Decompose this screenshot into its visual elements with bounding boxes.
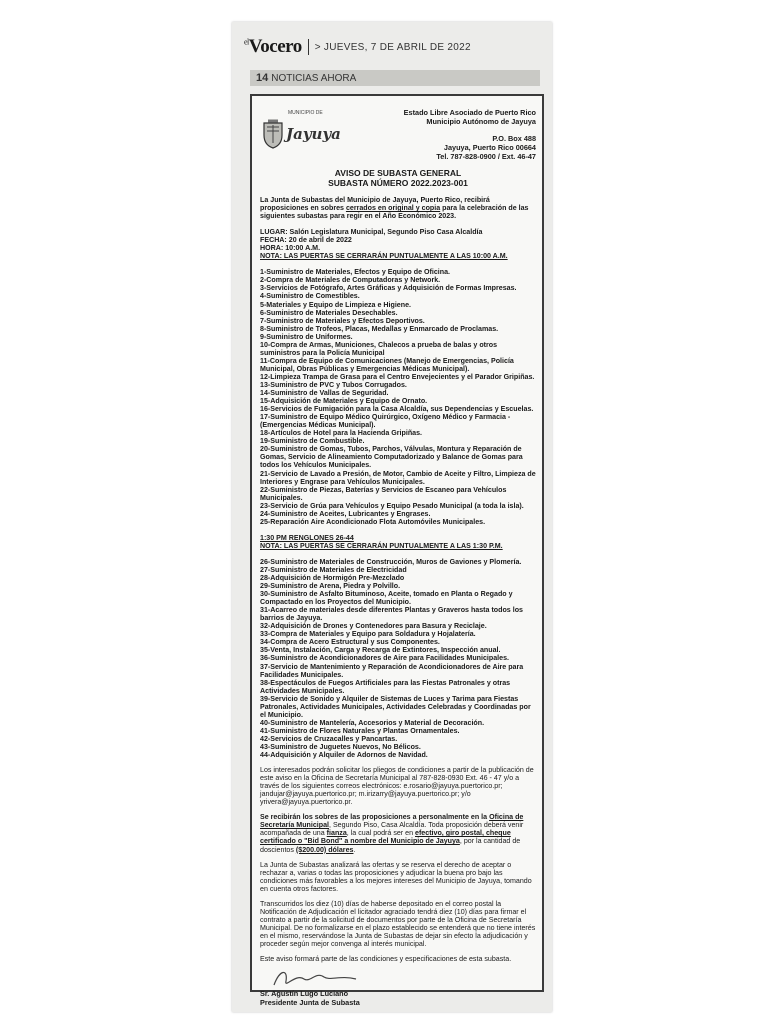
auction-item: 37-Servicio de Mantenimiento y Reparación de Acondicionadores de Aire para Facilidades Municipales. <box>260 662 524 679</box>
evaluation-paragraph: La Junta de Subastas analizará las ofertas y se reserva el derecho de aceptar o rechazar a, varias o todas las proposiciones y adjudicar la buena pro bajo las condiciones más favorables a los mejores intereses del Municipio de Jayuya, tomando en cuenta otros factores. <box>260 860 532 893</box>
auction-item: 13-Suministro de PVC y Tubos Corrugados. <box>260 380 407 389</box>
signature-image <box>270 967 360 991</box>
auction-item: 44-Adquisición y Alquiler de Adornos de Navidad. <box>260 751 428 760</box>
auction-item: 39-Servicio de Sonido y Alquiler de Sistemas de Luces y Tarima para Fiestas Patronales, Actividades Municipales, Actividades Celebradas y Coordinadas por el Municipio. <box>260 694 531 719</box>
auction-item: 29-Suministro de Arena, Piedra y Polvillo. <box>260 582 401 591</box>
auction-item: 3-Servicios de Fotógrafo, Artes Gráficas y Adquisición de Formas Impresas. <box>260 284 517 293</box>
auction-item: 38-Espectáculos de Fuegos Artificiales para las Fiestas Patronales y otras Actividades Municipales. <box>260 678 511 695</box>
auction-notice <box>260 104 536 1013</box>
auction-item: 18-Artículos de Hotel para la Hacienda Gripiñas. <box>260 429 423 438</box>
conditions-text <box>260 766 536 963</box>
schedule-details <box>260 228 536 260</box>
auction-item: 10-Compra de Armas, Municiones, Chalecos a prueba de balas y otros suministros para la Policía Municipal <box>260 340 498 357</box>
section-header <box>250 70 540 86</box>
date-line: FECHA: 20 de abril de 2022 <box>260 236 352 245</box>
municipal-seal <box>262 108 340 160</box>
auction-item: 2-Compra de Materiales de Computadoras y Network. <box>260 276 441 285</box>
auction-item: 36-Suministro de Acondicionadores de Aire para Facilidades Municipales. <box>260 654 510 663</box>
seal-caption: MUNICIPIO DE <box>288 110 323 116</box>
auction-item: 30-Suministro de Asfalto Bituminoso, Aceite, tomado en Planta o Regado y Compactado en los Proyectos del Municipio. <box>260 590 513 607</box>
newspaper-logo: $^{el}$Vocero <box>244 36 302 57</box>
item-list-morning <box>260 268 536 526</box>
auction-item: 22-Suministro de Piezas, Baterías y Servicios de Escaneo para Vehículos Municipales. <box>260 485 507 502</box>
auction-item: 26-Suministro de Materiales de Construcción, Muros de Gaviones y Plomería. <box>260 557 522 566</box>
time-line: HORA: 10:00 A.M. <box>260 244 321 253</box>
contract-paragraph: Transcurridos los diez (10) días de haberse depositado en el correo postal la Notificación de Adjudicación el licitador agraciado tendrá diez (10) días para firmar el contrato a partir de la solicitud de documentos por parte de la Oficina de Secretaría Municipal. De no formalizarse en el plazo establecido se entenderá que no tiene interés en el mismo, reservándose la Junta de Subastas de dejar sin efecto la adjudicación y proceder según mejor convenga al interés municipal. <box>260 899 536 948</box>
auction-item: 21-Servicio de Lavado a Presión, de Motor, Cambio de Aceite y Filtro, Limpieza de Interiores y Engrase para Vehículos Municipales. <box>260 469 536 486</box>
auction-item: 25-Reparación Aire Acondicionado Flota Automóviles Municipales. <box>260 517 486 526</box>
item-list-afternoon <box>260 558 536 759</box>
door-note-morning: NOTA: LAS PUERTAS SE CERRARÁN PUNTUALMENTE A LAS 10:00 A.M. <box>260 252 508 261</box>
newspaper-masthead <box>244 36 544 58</box>
auction-item: 6-Suministro de Materiales Desechables. <box>260 308 398 317</box>
section-name: NOTICIAS AHORA <box>271 72 357 84</box>
auction-item: 20-Suministro de Gomas, Tubos, Parchos, Válvulas, Montura y Reparación de Gomas, Servicio de Alineamiento Computadorizado y Balance de Gomas para todos los Vehículos Municipales. <box>260 445 523 470</box>
postal-address: P.O. Box 488 Jayuya, Puerto Rico 00664 Tel. 787-828-0900 / Ext. 46-47 <box>436 134 536 161</box>
auction-item: 7-Suministro de Materiales y Efectos Deportivos. <box>260 316 425 325</box>
auction-item: 35-Venta, Instalación, Carga y Recarga de Extintores, Inspección anual. <box>260 646 501 655</box>
auction-item: 14-Suministro de Vallas de Seguridad. <box>260 389 389 398</box>
signer <box>260 989 360 1007</box>
auction-item: 43-Suministro de Juguetes Nuevos, No Bélicos. <box>260 743 421 751</box>
crest-icon <box>262 119 284 149</box>
masthead-divider <box>308 39 309 55</box>
auction-item: 5-Materiales y Equipo de Limpieza e Higiene. <box>260 300 411 309</box>
auction-item: 12-Limpieza Trampa de Grasa para el Centro Envejecientes y el Parador Gripiñas. <box>260 372 535 381</box>
afternoon-session <box>260 534 536 550</box>
afternoon-items-heading: 1:30 PM RENGLONES 26-44 <box>260 533 354 542</box>
documents-paragraph: Los interesados podrán solicitar los pliegos de condiciones a partir de la publicación de este aviso en la Oficina de Secretaría Municipal al 787-828-0930 Ext. 46 - 47 y/o a través de los siguientes correos electrónicos: e.rosario@jayuya.puertorico.pr; jandujar@jayuya.puertorico.pr; m.irizarry@jayuya.puertorico.pr; y/o yrivera@jayuya.puertorico.pr. <box>260 766 534 807</box>
bond-paragraph: Se recibirán los sobres de las proposiciones a personalmente en la Oficina de Secretaría Municipal, Segundo Piso, Casa Alcaldía. Toda proposición deberá venir acompañada de una fianza, la cual podrá ser en efectivo, giro postal, cheque certificado o "Bid Bond" a nombre del Municipio de Jayuya, por la cantidad de doscientos ($200.00) dólares. <box>260 813 524 854</box>
auction-item: 9-Suministro de Uniformes. <box>260 332 353 341</box>
notice-header <box>260 104 536 164</box>
auction-item: 23-Servicio de Grúa para Vehículos y Equipo Pesado Municipal (a toda la isla). <box>260 501 524 510</box>
signer-role: Presidente Junta de Subasta <box>260 998 360 1008</box>
notice-title: AVISO DE SUBASTA GENERAL SUBASTA NÚMERO 2022.2023-001 <box>328 168 468 188</box>
auction-item: 15-Adquisición de Materiales y Equipo de Ornato. <box>260 397 428 406</box>
government-name: Estado Libre Asociado de Puerto Rico Municipio Autónomo de Jayuya <box>403 108 536 126</box>
signer-name: Sr. Agustín Lugo Luciano <box>260 989 349 999</box>
auction-item: 27-Suministro de Materiales de Electricidad <box>260 565 407 574</box>
auction-item: 24-Suministro de Aceites, Lubricantes y Engrases. <box>260 509 431 518</box>
door-note-afternoon: NOTA: LAS PUERTAS SE CERRARÁN PUNTUALMENTE A LAS 1:30 P.M. <box>260 541 503 550</box>
auction-item: 16-Servicios de Fumigación para la Casa Alcaldía, sus Dependencias y Escuelas. <box>260 405 534 414</box>
closing-paragraph: Este aviso formará parte de las condiciones y especificaciones de esta subasta. <box>260 955 512 964</box>
signature-block <box>260 973 536 1013</box>
auction-item: 33-Compra de Materiales y Equipo para Soldadura y Hojalatería. <box>260 630 476 639</box>
auction-item: 34-Compra de Acero Estructural y sus Componentes. <box>260 638 440 647</box>
auction-item: 17-Suministro de Equipo Médico Quirúrgico, Oxígeno Médico y Farmacia - (Emergencias Médicas Municipal). <box>260 413 511 430</box>
page-number: 14 <box>256 72 269 84</box>
auction-item: 11-Compra de Equipo de Comunicaciones (Manejo de Emergencias, Policía Municipal, Obras Públicas y Emergencias Médicas Municipal). <box>260 356 514 373</box>
seal-town-name: Jayuya <box>286 125 341 143</box>
auction-item: 19-Suministro de Combustible. <box>260 437 365 446</box>
intro-paragraph: La Junta de Subastas del Municipio de Jayuya, Puerto Rico, recibirá proposiciones en sobres cerrados en original y copia para la celebración de las siguientes subastas para regir en el Año Económico 2023. <box>260 196 529 221</box>
issue-date: > JUEVES, 7 DE ABRIL DE 2022 <box>314 41 471 53</box>
auction-item: 31-Acarreo de materiales desde diferentes Plantas y Graveros hasta todos los barrios de Jayuya. <box>260 606 523 623</box>
auction-item: 41-Suministro de Flores Naturales y Plantas Ornamentales. <box>260 726 460 735</box>
auction-item: 1-Suministro de Materiales, Efectos y Equipo de Oficina. <box>260 268 451 277</box>
legal-notice-frame <box>250 94 544 1008</box>
auction-item: 40-Suministro de Mantelería, Accesorios y Material de Decoración. <box>260 718 485 727</box>
auction-item: 42-Servicios de Cruzacalles y Pancartas. <box>260 734 398 743</box>
location-line: LUGAR: Salón Legislatura Municipal, Segundo Piso Casa Alcaldía <box>260 228 483 237</box>
auction-item: 8-Suministro de Trofeos, Placas, Medallas y Enmarcado de Proclamas. <box>260 324 499 333</box>
auction-item: 32-Adquisición de Drones y Contenedores para Basura y Reciclaje. <box>260 622 487 631</box>
auction-item: 4-Suministro de Comestibles. <box>260 292 360 301</box>
auction-item: 28-Adquisición de Hormigón Pre-Mezclado <box>260 574 405 583</box>
